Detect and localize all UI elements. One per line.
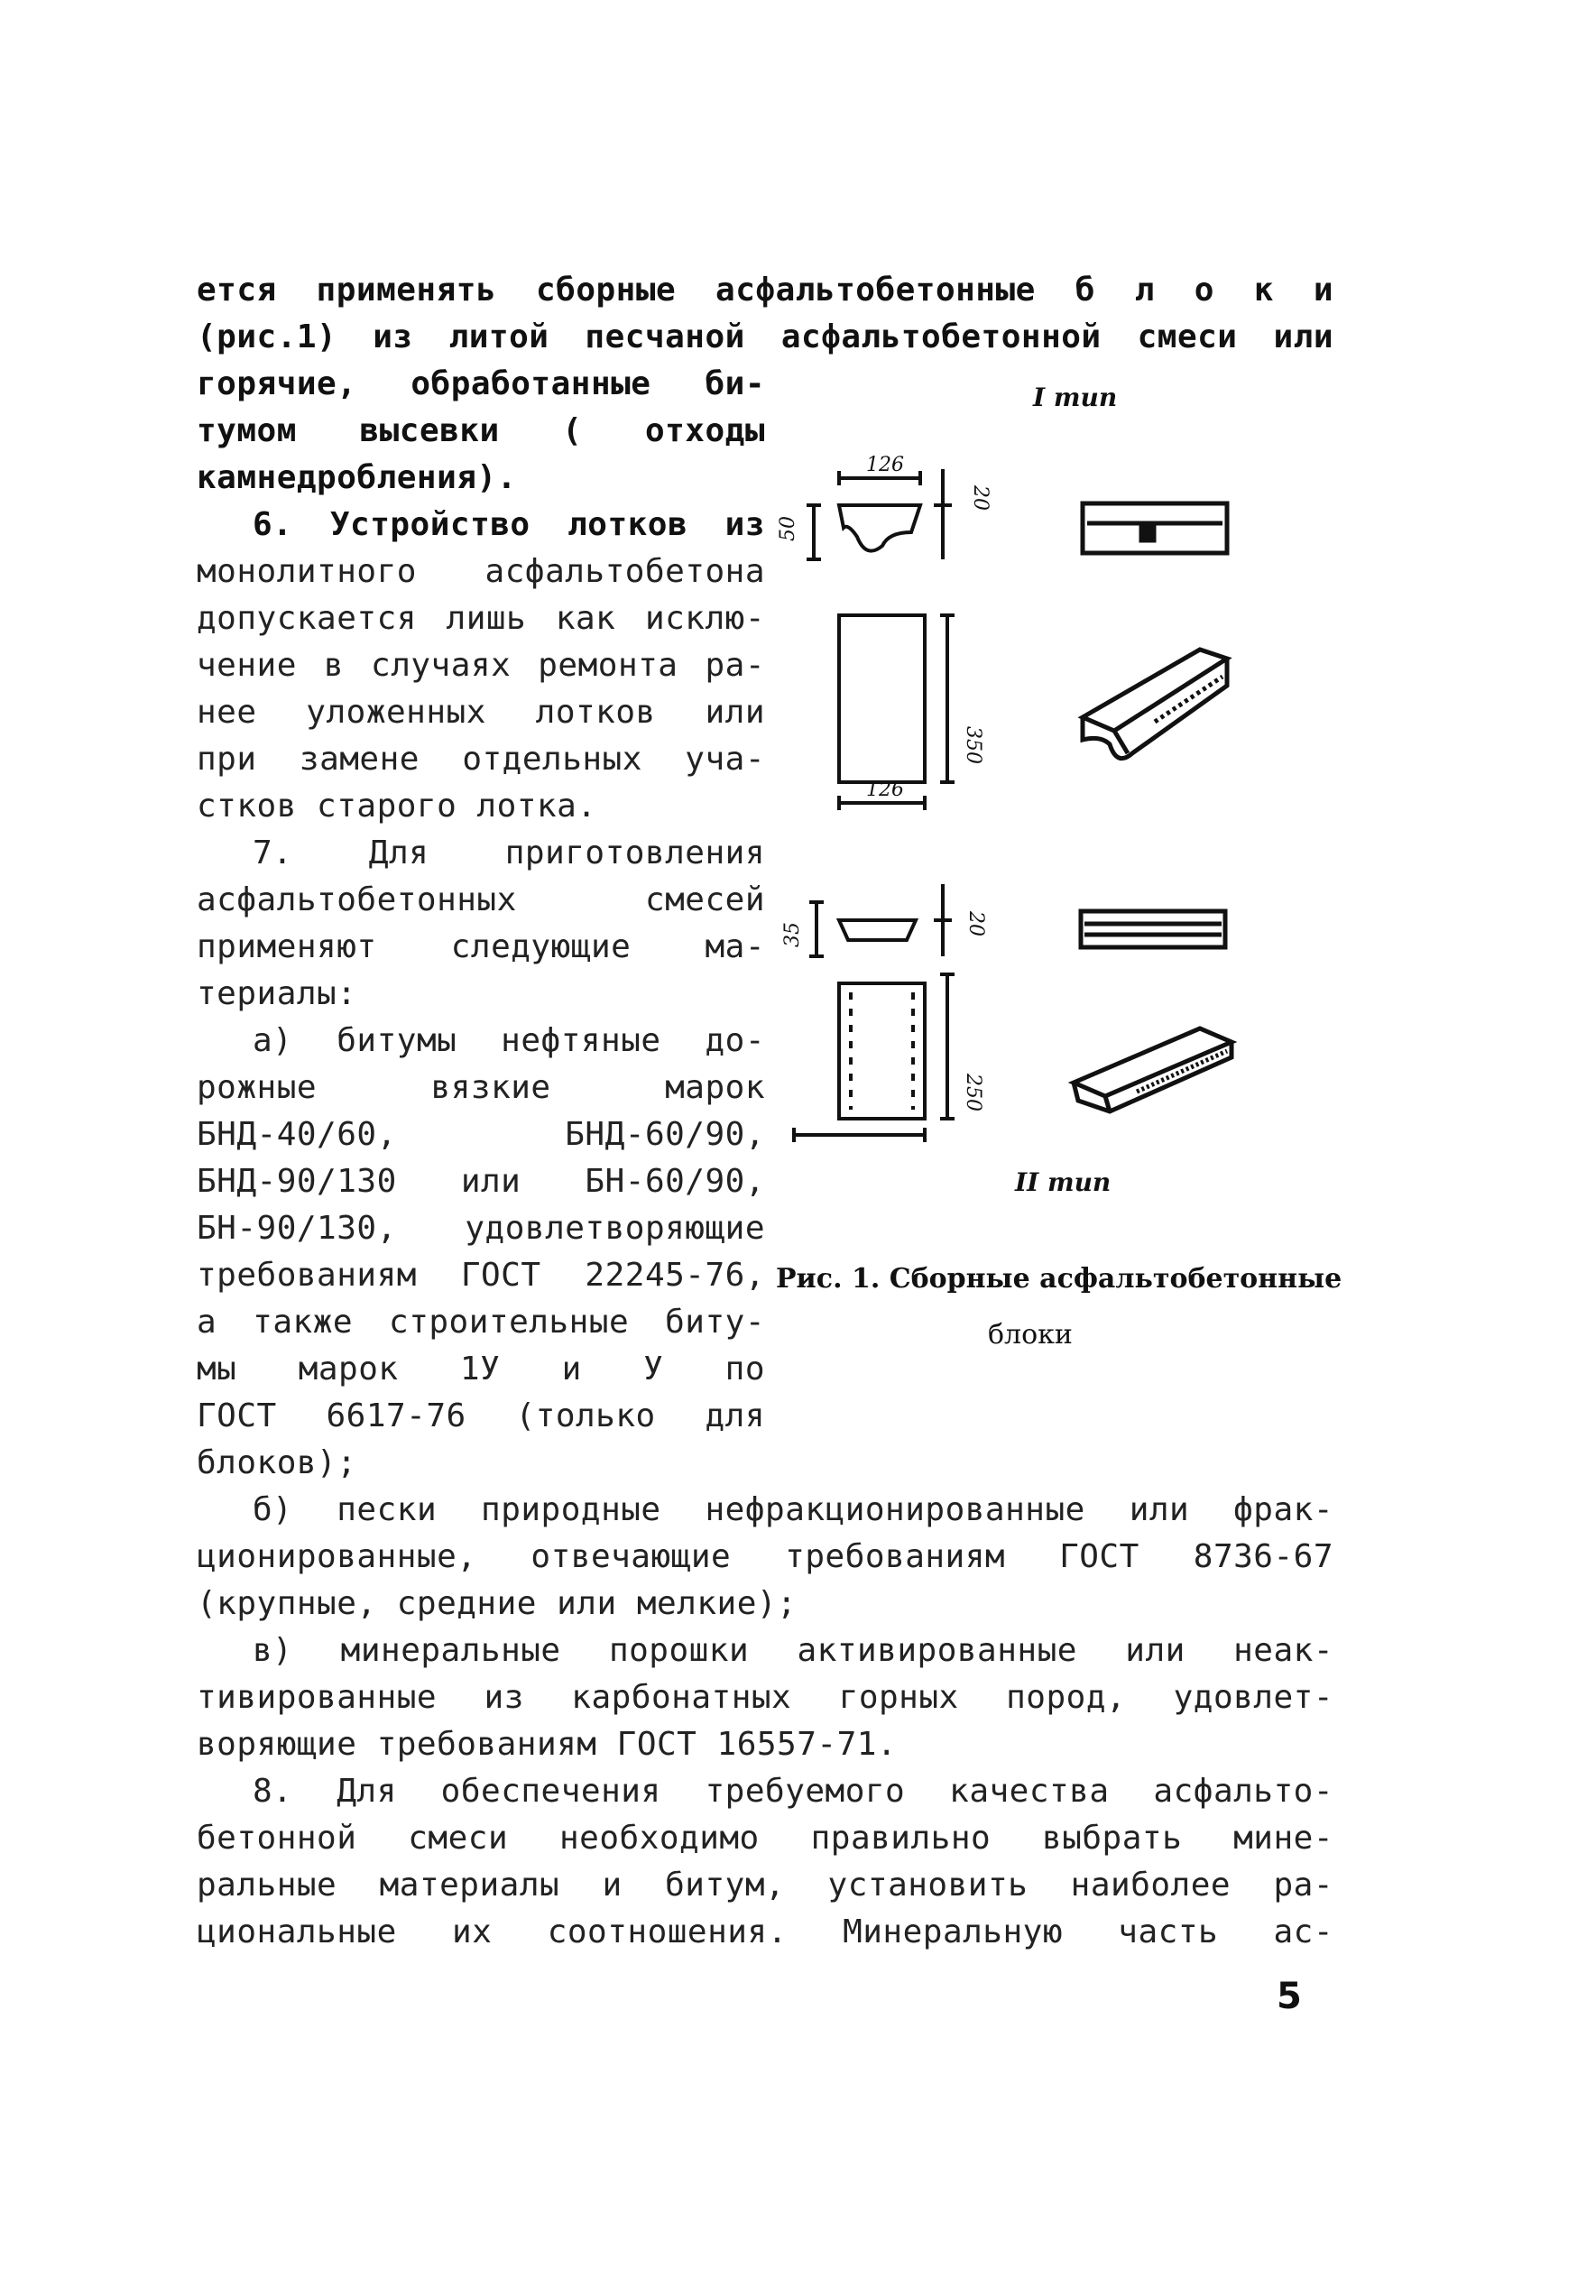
dim-126-bottom: 126: [866, 779, 904, 801]
figure-blocks: [776, 379, 1353, 1353]
type-1-isometric: [1083, 650, 1227, 759]
block-drawings: [776, 379, 1353, 1353]
paragraph-8-start: 8. Для обеспечения требуемого качества асфальто-: [253, 1773, 1333, 1810]
dim-20-mid: 20: [964, 911, 987, 936]
text-line: рожные вязкие марок: [197, 1069, 765, 1106]
paragraph-6-start: 6. Устройство лотков из: [253, 506, 765, 543]
type-2-plan-view: [794, 974, 955, 1142]
text-line: стков старого лотка.: [197, 788, 597, 825]
text-line: допускается лишь как исклю-: [197, 600, 765, 637]
paragraph-7-start: 7. Для приготовления: [253, 834, 765, 871]
text-line: мы марок 1У и У по: [197, 1351, 765, 1388]
figure-caption: Рис. 1. Сборные асфальтобетонные: [776, 1263, 1342, 1295]
dim-50: 50: [777, 516, 799, 541]
dim-250: 250: [962, 1074, 984, 1111]
text-line: циональные их соотношения. Минеральную часть ас-: [197, 1913, 1333, 1950]
text-line: бетонной смеси необходимо правильно выбрать мине-: [197, 1820, 1333, 1857]
text-line: тивированные из карбонатных горных пород, удовлет-: [197, 1679, 1333, 1716]
text-line: БНД-90/130 или БН-60/90,: [197, 1163, 765, 1200]
figure-caption-line-2: блоки: [988, 1319, 1073, 1351]
item-b-start: б) пески природные нефракционированные или фрак-: [253, 1491, 1333, 1528]
type-2-label: II тип: [1015, 1167, 1112, 1197]
text-line: горячие, обработанные би-: [197, 365, 765, 402]
text-line: БН-90/130, удовлетворяющие: [197, 1210, 765, 1247]
type-2-isometric: [1074, 1028, 1232, 1111]
type-1-end-view: [1083, 503, 1227, 553]
text-line: ральные материалы и битум, установить наиболее ра-: [197, 1867, 1333, 1904]
type-1-label: I тип: [1033, 383, 1118, 412]
text-line: асфальтобетонных смесей: [197, 881, 765, 918]
text-line: (рис.1) из литой песчаной асфальтобетонной смеси или: [197, 318, 1333, 355]
page-number: 5: [1277, 1976, 1302, 2017]
dim-350: 350: [962, 726, 984, 764]
type-2-end-view: [1081, 911, 1225, 947]
dim-126-top: 126: [866, 454, 904, 476]
text-line: нее уложенных лотков или: [197, 694, 765, 731]
text-line: воряющие требованиям ГОСТ 16557-71.: [197, 1726, 898, 1763]
dim-20-top: 20: [969, 485, 992, 511]
text-line: чение в случаях ремонта ра-: [197, 647, 765, 684]
text-line: блоков);: [197, 1444, 357, 1481]
text-line: (крупные, средние или мелкие);: [197, 1585, 798, 1622]
type-1-cross-section: [807, 469, 952, 559]
text-line: ется применять сборные асфальтобетонные б л о к и: [197, 272, 1333, 309]
text-line: применяют следующие ма-: [197, 928, 765, 965]
text-line: монолитного асфальтобетона: [197, 553, 765, 590]
text-line: териалы:: [197, 975, 357, 1012]
text-line: ГОСТ 6617-76 (только для: [197, 1397, 765, 1434]
item-v-start: в) минеральные порошки активированные или неак-: [253, 1632, 1333, 1669]
type-2-cross-section: [809, 884, 952, 956]
dim-35: 35: [781, 922, 804, 947]
text-line: при замене отдельных уча-: [197, 741, 765, 778]
text-line: ционированные, отвечающие требованиям ГОСТ 8736-67: [197, 1538, 1333, 1575]
text-line: а также строительные биту-: [197, 1304, 765, 1341]
text-line: БНД-40/60, БНД-60/90,: [197, 1116, 765, 1153]
text-line: камнедробления).: [197, 459, 517, 496]
text-line: тумом высевки ( отходы: [197, 412, 765, 449]
text-line: требованиям ГОСТ 22245-76,: [197, 1257, 765, 1294]
item-a-start: а) битумы нефтяные до-: [253, 1022, 765, 1059]
